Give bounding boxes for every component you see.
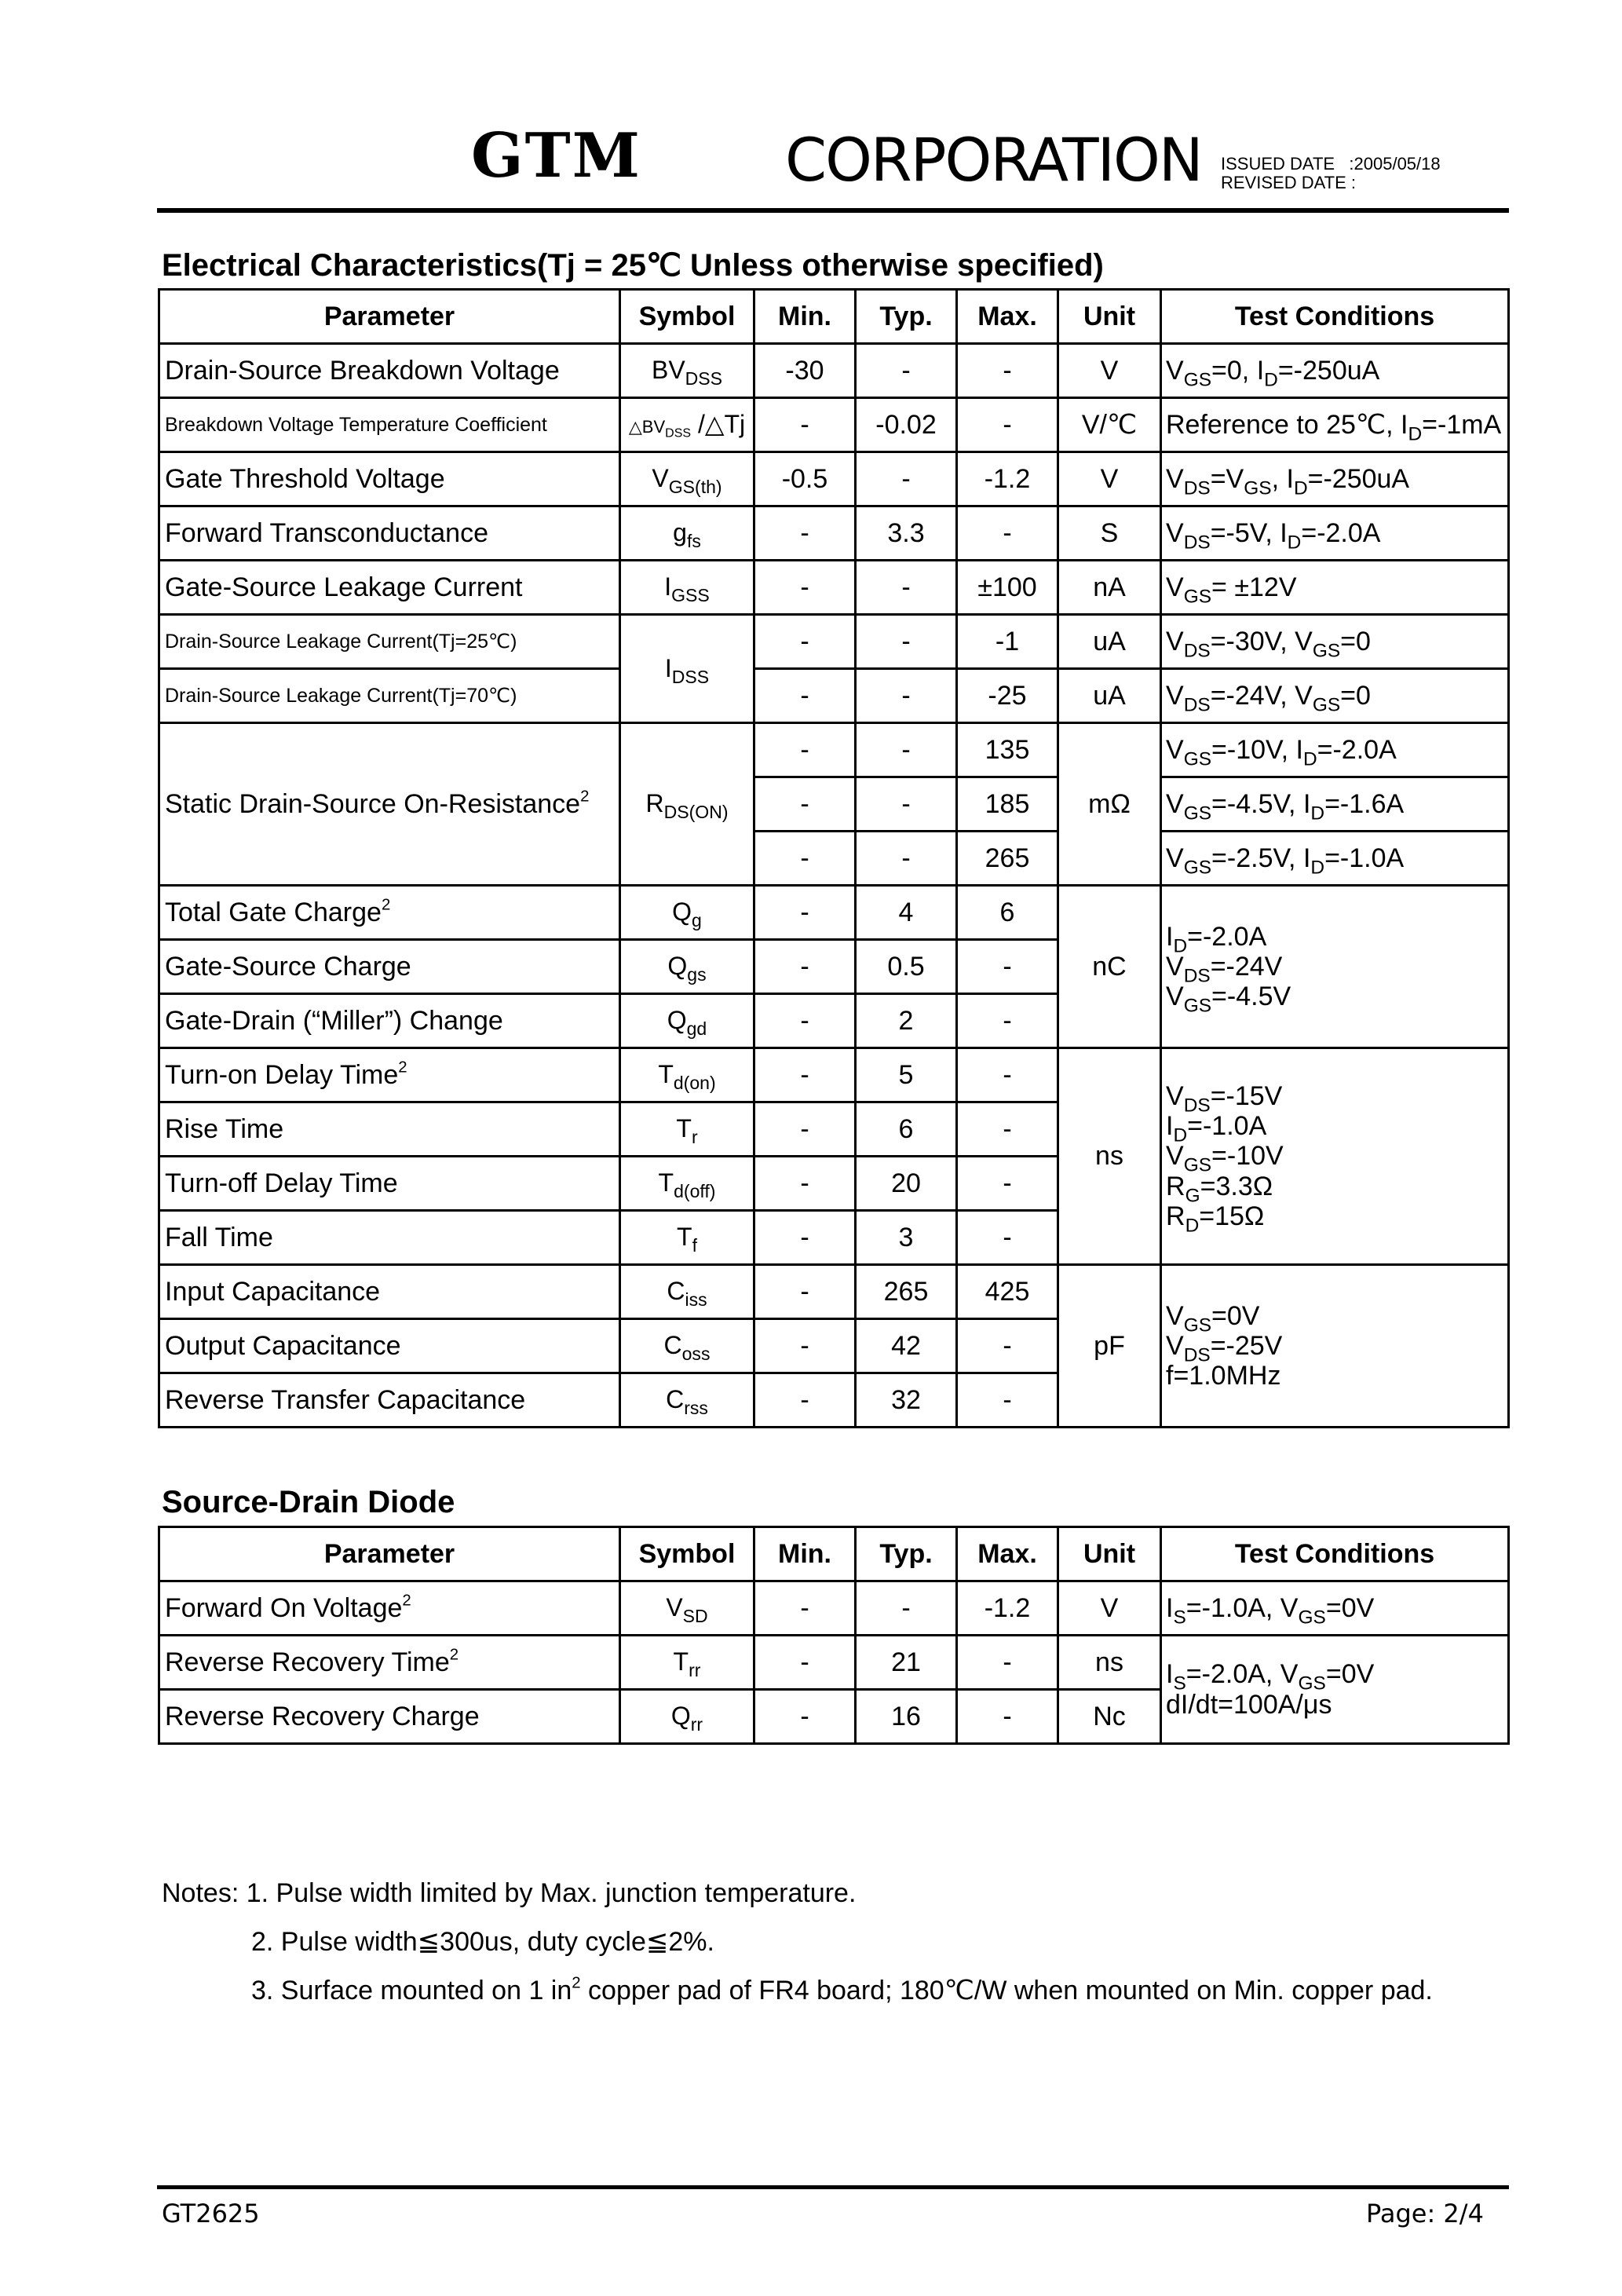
electrical-characteristics-table: [158, 288, 1510, 1428]
table-row: [159, 344, 1509, 398]
table-row: [159, 723, 1509, 777]
table-header-row: [159, 290, 1509, 344]
symbol-cell: $I_{DSS}$: [620, 615, 754, 723]
header-test-conditions: Test Conditions: [1161, 290, 1509, 344]
table-row: [159, 669, 1509, 723]
typ-cell: -: [856, 1581, 957, 1636]
footer-divider: [157, 2185, 1509, 2189]
param-cell: Drain-Source Breakdown Voltage: [159, 344, 620, 398]
max-cell: -: [957, 1048, 1058, 1102]
min-cell: -: [754, 723, 856, 777]
typ-cell: 20: [856, 1157, 957, 1211]
max-cell: ±100: [957, 561, 1058, 615]
unit-cell: uA: [1058, 669, 1161, 723]
header-symbol: Symbol: [620, 290, 754, 344]
typ-cell: -: [856, 777, 957, 832]
condition-cell: $I_D=-2.0A$ $V_{DS}=-24V$ $V_{GS}=-4.5V$: [1161, 886, 1509, 1048]
symbol-cell: $Q_g$: [620, 886, 754, 940]
max-cell: -: [957, 1211, 1058, 1265]
symbol-cell: $R_{DS(ON)}$: [620, 723, 754, 886]
unit-cell: nC: [1058, 886, 1161, 1048]
table-row: [159, 1636, 1509, 1690]
typ-cell: -: [856, 452, 957, 506]
unit-cell: V/℃: [1058, 398, 1161, 452]
symbol-cell: $T_{d(off)}$: [620, 1157, 754, 1211]
document-number: GT2625: [162, 2199, 260, 2228]
typ-cell: 3: [856, 1211, 957, 1265]
typ-cell: 3.3: [856, 506, 957, 561]
max-cell: 6: [957, 886, 1058, 940]
max-cell: -: [957, 994, 1058, 1048]
min-cell: -: [754, 1690, 856, 1744]
typ-cell: 6: [856, 1102, 957, 1157]
header-typ: Typ.: [856, 1527, 957, 1581]
symbol-cell: $BV_{DSS}$: [620, 344, 754, 398]
typ-cell: -: [856, 344, 957, 398]
source-drain-diode-title: Source-Drain Diode: [162, 1485, 455, 1519]
symbol-cell: $C_{oss}$: [620, 1319, 754, 1373]
condition-cell: $I_S=-1.0A$, $V_{GS}=0V$: [1161, 1581, 1509, 1636]
typ-cell: -: [856, 832, 957, 886]
header-parameter: Parameter: [159, 290, 620, 344]
company-logo: GTM: [471, 120, 641, 192]
symbol-cell: $T_f$: [620, 1211, 754, 1265]
param-cell: Gate Threshold Voltage: [159, 452, 620, 506]
max-cell: -: [957, 1157, 1058, 1211]
header-unit: Unit: [1058, 1527, 1161, 1581]
symbol-cell: $T_{rr}$: [620, 1636, 754, 1690]
min-cell: -: [754, 1157, 856, 1211]
param-cell: Rise Time: [159, 1102, 620, 1157]
electrical-characteristics-title: Electrical Characteristics(Tj = 25℃ Unless otherwise specified): [162, 248, 1104, 283]
table-row: [159, 1581, 1509, 1636]
table-row: [159, 561, 1509, 615]
symbol-cell: $T_{d(on)}$: [620, 1048, 754, 1102]
symbol-cell: $C_{rss}$: [620, 1373, 754, 1428]
param-cell: Static Drain-Source On-Resistance$^2$: [159, 723, 620, 886]
condition-cell: $V_{DS}=-30V$, $V_{GS}=0$: [1161, 615, 1509, 669]
issued-value: :2005/05/18: [1349, 154, 1441, 174]
max-cell: 265: [957, 832, 1058, 886]
param-cell: Reverse Recovery Time$^2$: [159, 1636, 620, 1690]
header-test-conditions: Test Conditions: [1161, 1527, 1509, 1581]
max-cell: -: [957, 940, 1058, 994]
note-2: 2. Pulse width≦300us, duty cycle≦2%.: [251, 1927, 714, 1957]
condition-cell: $V_{GS}= \pm 12V$: [1161, 561, 1509, 615]
typ-cell: -: [856, 669, 957, 723]
page-number: Page: 2/4: [1366, 2199, 1484, 2228]
symbol-cell: $V_{SD}$: [620, 1581, 754, 1636]
symbol-cell: $Q_{gs}$: [620, 940, 754, 994]
max-cell: -: [957, 1319, 1058, 1373]
source-drain-diode-table: [158, 1526, 1510, 1745]
unit-cell: V: [1058, 344, 1161, 398]
max-cell: -1: [957, 615, 1058, 669]
issued-label: ISSUED DATE: [1221, 154, 1335, 174]
typ-cell: -0.02: [856, 398, 957, 452]
typ-cell: 21: [856, 1636, 957, 1690]
unit-cell: Nc: [1058, 1690, 1161, 1744]
company-name: CORPORATION: [785, 125, 1202, 195]
condition-cell: $V_{GS}=0V$ $V_{DS}=-25V$ f=1.0MHz: [1161, 1265, 1509, 1428]
min-cell: -: [754, 615, 856, 669]
param-cell: Drain-Source Leakage Current(Tj=70℃): [159, 669, 620, 723]
param-cell: Output Capacitance: [159, 1319, 620, 1373]
param-cell: Gate-Source Leakage Current: [159, 561, 620, 615]
max-cell: -: [957, 1636, 1058, 1690]
header-min: Min.: [754, 290, 856, 344]
min-cell: -30: [754, 344, 856, 398]
unit-cell: V: [1058, 1581, 1161, 1636]
condition-cell: $V_{GS}=0$, $I_D=-250uA$: [1161, 344, 1509, 398]
max-cell: -: [957, 1690, 1058, 1744]
max-cell: -: [957, 506, 1058, 561]
table-row: [159, 886, 1509, 940]
unit-cell: nA: [1058, 561, 1161, 615]
param-cell: Fall Time: [159, 1211, 620, 1265]
notes-label: Notes:: [162, 1878, 239, 1908]
table-row: [159, 1048, 1509, 1102]
symbol-cell: $T_r$: [620, 1102, 754, 1157]
min-cell: -: [754, 832, 856, 886]
header-parameter: Parameter: [159, 1527, 620, 1581]
max-cell: -: [957, 398, 1058, 452]
header-min: Min.: [754, 1527, 856, 1581]
header-divider: [157, 208, 1509, 213]
table-row: [159, 452, 1509, 506]
condition-cell: $V_{GS}=-4.5V$, $I_D=-1.6A$: [1161, 777, 1509, 832]
typ-cell: 0.5: [856, 940, 957, 994]
issue-dates: [1221, 155, 1441, 192]
param-cell: Breakdown Voltage Temperature Coefficient: [159, 398, 620, 452]
symbol-cell: $C_{iss}$: [620, 1265, 754, 1319]
table-row: [159, 1265, 1509, 1319]
max-cell: -: [957, 1373, 1058, 1428]
symbol-cell: $Q_{rr}$: [620, 1690, 754, 1744]
min-cell: -: [754, 1048, 856, 1102]
max-cell: -1.2: [957, 1581, 1058, 1636]
min-cell: -: [754, 1265, 856, 1319]
table-row: [159, 506, 1509, 561]
condition-cell: $V_{DS}=V_{GS}$, $I_D=-250uA$: [1161, 452, 1509, 506]
min-cell: -: [754, 561, 856, 615]
param-cell: Gate-Source Charge: [159, 940, 620, 994]
max-cell: 185: [957, 777, 1058, 832]
unit-cell: ns: [1058, 1048, 1161, 1265]
symbol-cell: $g_{fs}$: [620, 506, 754, 561]
min-cell: -: [754, 1373, 856, 1428]
min-cell: -: [754, 994, 856, 1048]
max-cell: 425: [957, 1265, 1058, 1319]
note-3: 3. Surface mounted on 1 $in^2$ copper pad of FR4 board; 180℃/W when mounted on Min. copper pad.: [251, 1974, 1433, 2005]
condition-cell: $V_{GS}=-10V$, $I_D=-2.0A$: [1161, 723, 1509, 777]
symbol-cell: $\triangle BV_{DSS}$ /△Tj: [620, 398, 754, 452]
header-typ: Typ.: [856, 290, 957, 344]
table-row: [159, 398, 1509, 452]
condition-cell: Reference to 25℃, $I_D=-1mA$: [1161, 398, 1509, 452]
param-cell: Reverse Transfer Capacitance: [159, 1373, 620, 1428]
param-cell: Reverse Recovery Charge: [159, 1690, 620, 1744]
typ-cell: 4: [856, 886, 957, 940]
symbol-cell: $I_{GSS}$: [620, 561, 754, 615]
unit-cell: mΩ: [1058, 723, 1161, 886]
param-cell: Total Gate Charge$^2$: [159, 886, 620, 940]
header-max: Max.: [957, 290, 1058, 344]
param-cell: Gate-Drain (“Miller”) Change: [159, 994, 620, 1048]
condition-cell: $I_S=-2.0A$, $V_{GS}=0V$ dI/dt=100A/μs: [1161, 1636, 1509, 1744]
revised-label: REVISED DATE :: [1221, 173, 1356, 192]
symbol-cell: $V_{GS(th)}$: [620, 452, 754, 506]
max-cell: -25: [957, 669, 1058, 723]
header-symbol: Symbol: [620, 1527, 754, 1581]
min-cell: -: [754, 1102, 856, 1157]
max-cell: -: [957, 1102, 1058, 1157]
unit-cell: S: [1058, 506, 1161, 561]
typ-cell: 16: [856, 1690, 957, 1744]
header-unit: Unit: [1058, 290, 1161, 344]
param-cell: Forward Transconductance: [159, 506, 620, 561]
condition-cell: $V_{DS}=-24V$, $V_{GS}=0$: [1161, 669, 1509, 723]
unit-cell: V: [1058, 452, 1161, 506]
table-header-row: [159, 1527, 1509, 1581]
unit-cell: uA: [1058, 615, 1161, 669]
typ-cell: 32: [856, 1373, 957, 1428]
min-cell: -: [754, 669, 856, 723]
min-cell: -: [754, 506, 856, 561]
unit-cell: ns: [1058, 1636, 1161, 1690]
note-1: Notes: 1. Pulse width limited by Max. junction temperature.: [162, 1878, 857, 1908]
typ-cell: 42: [856, 1319, 957, 1373]
min-cell: -: [754, 1319, 856, 1373]
max-cell: 135: [957, 723, 1058, 777]
typ-cell: -: [856, 723, 957, 777]
max-cell: -: [957, 344, 1058, 398]
condition-cell: $V_{DS}=-5V$, $I_D=-2.0A$: [1161, 506, 1509, 561]
typ-cell: 2: [856, 994, 957, 1048]
condition-cell: $V_{DS}=-15V$ $I_D=-1.0A$ $V_{GS}=-10V$ $R_G=3.3\Omega$ $R_D=15\Omega$: [1161, 1048, 1509, 1265]
symbol-cell: $Q_{gd}$: [620, 994, 754, 1048]
param-cell: Forward On Voltage$^2$: [159, 1581, 620, 1636]
param-cell: Input Capacitance: [159, 1265, 620, 1319]
typ-cell: 265: [856, 1265, 957, 1319]
param-cell: Turn-off Delay Time: [159, 1157, 620, 1211]
table-row: [159, 615, 1509, 669]
min-cell: -: [754, 940, 856, 994]
min-cell: -: [754, 398, 856, 452]
header-max: Max.: [957, 1527, 1058, 1581]
unit-cell: pF: [1058, 1265, 1161, 1428]
condition-cell: $V_{GS}=-2.5V$, $I_D=-1.0A$: [1161, 832, 1509, 886]
min-cell: -: [754, 1211, 856, 1265]
typ-cell: 5: [856, 1048, 957, 1102]
min-cell: -: [754, 1581, 856, 1636]
min-cell: -: [754, 777, 856, 832]
typ-cell: -: [856, 615, 957, 669]
min-cell: -: [754, 1636, 856, 1690]
min-cell: -: [754, 886, 856, 940]
param-cell: Drain-Source Leakage Current(Tj=25℃): [159, 615, 620, 669]
min-cell: -0.5: [754, 452, 856, 506]
notes: [162, 1869, 1433, 2015]
max-cell: -1.2: [957, 452, 1058, 506]
param-cell: Turn-on Delay Time$^2$: [159, 1048, 620, 1102]
typ-cell: -: [856, 561, 957, 615]
